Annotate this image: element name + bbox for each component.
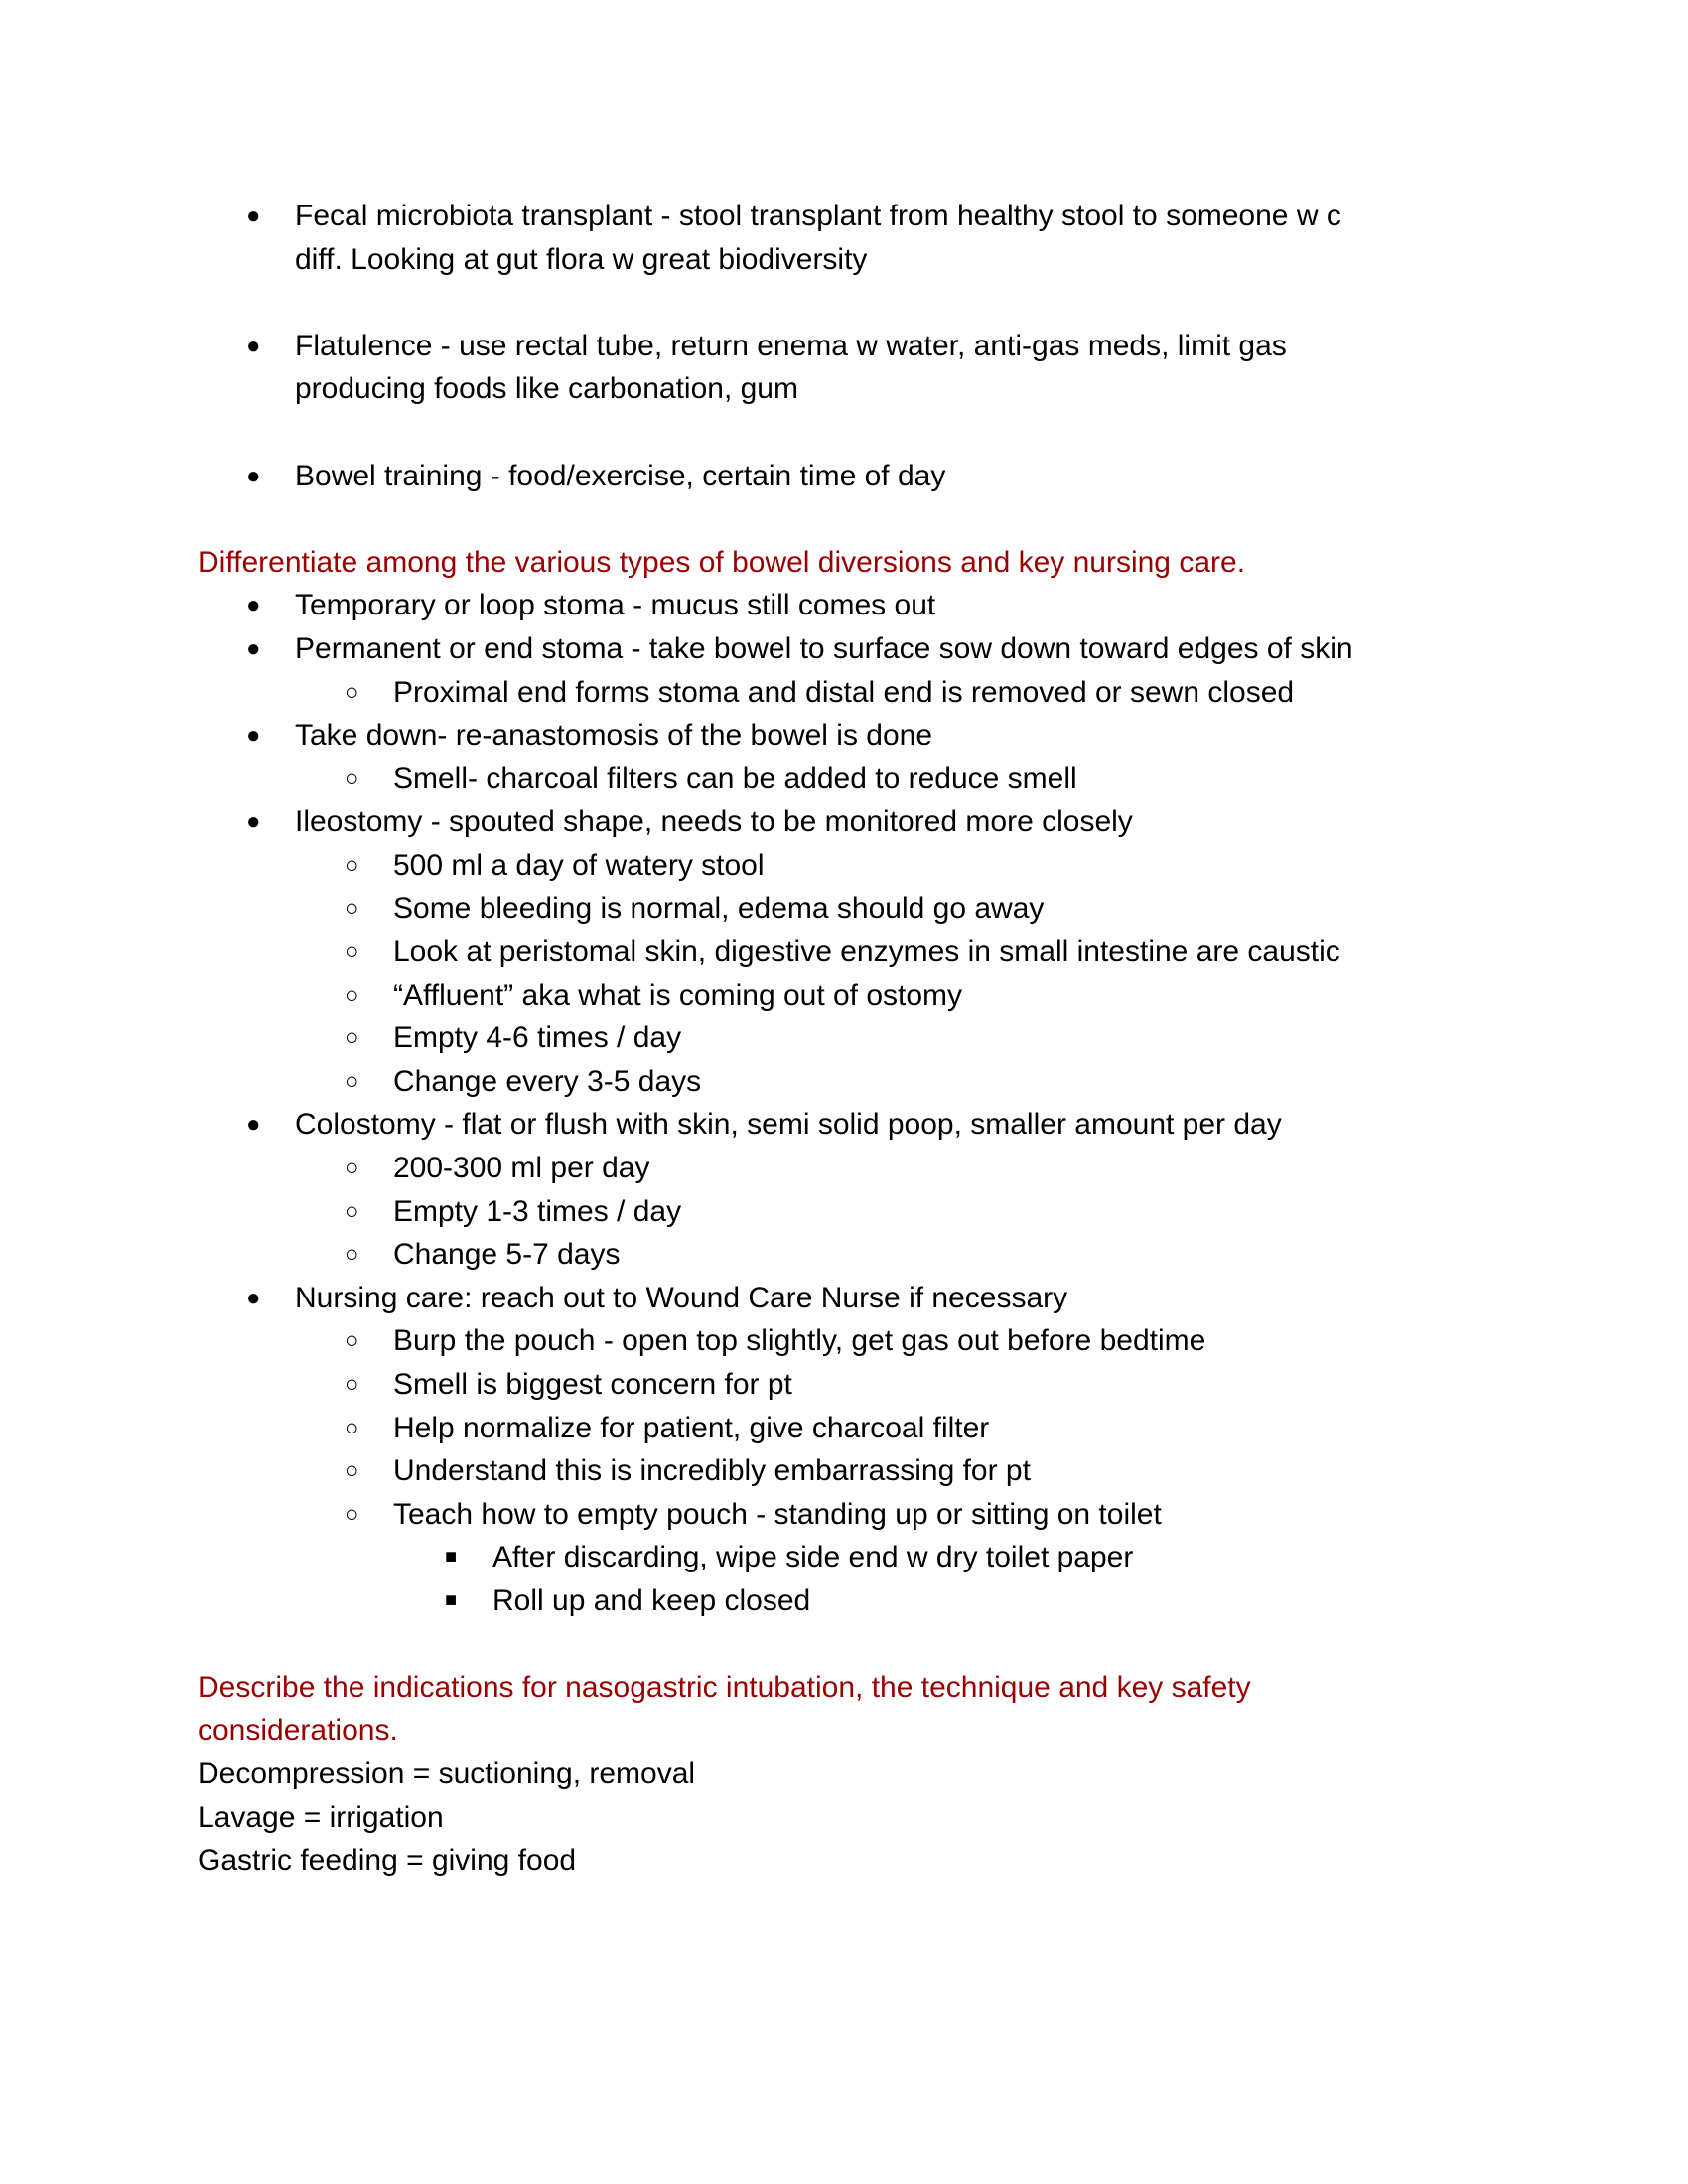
bullet-square-icon: ■ (445, 1589, 458, 1611)
line-text: producing foods like carbonation, gum (295, 372, 798, 406)
list-item (0, 455, 1688, 498)
line-text: Understand this is incredibly embarrassing for pt (393, 1454, 1031, 1488)
line-text: Look at peristomal skin, digestive enzymes in small intestine are caustic (393, 935, 1340, 969)
line-text: Proximal end forms stoma and distal end is removed or sewn closed (393, 675, 1295, 709)
bullet-circle-icon: ○ (345, 1414, 359, 1441)
line-text: Temporary or loop stoma - mucus still comes out (295, 589, 936, 622)
list-item (0, 1407, 1688, 1450)
section-heading (0, 541, 1688, 585)
bullet-circle-icon: ○ (345, 981, 359, 1009)
line-text: Help normalize for patient, give charcoal filter (393, 1411, 990, 1444)
blank-line (0, 411, 1688, 455)
bullet-circle-icon: ○ (345, 851, 359, 879)
line-text: Burp the pouch - open top slightly, get gas out before bedtime (393, 1324, 1206, 1358)
line-text: Roll up and keep closed (492, 1584, 811, 1617)
line-text: Nursing care: reach out to Wound Care Nurse if necessary (295, 1281, 1068, 1314)
list-item (0, 1493, 1688, 1537)
bullet-circle-icon: ○ (345, 1024, 359, 1052)
line-text: Empty 1-3 times / day (393, 1194, 682, 1228)
list-item (0, 671, 1688, 715)
blank-line (0, 1623, 1688, 1667)
list-item (0, 1103, 1688, 1147)
list-item (0, 1579, 1688, 1623)
list-item (0, 974, 1688, 1018)
bullet-disc-icon: ● (246, 1284, 261, 1311)
line-text: Flatulence - use rectal tube, return enema w water, anti-gas meds, limit gas (295, 329, 1287, 362)
list-item (0, 1233, 1688, 1277)
bullet-disc-icon: ● (246, 808, 261, 836)
text-line (0, 1752, 1688, 1796)
line-text: 200-300 ml per day (393, 1152, 650, 1185)
list-item (0, 1147, 1688, 1190)
list-item (0, 1319, 1688, 1363)
line-text: considerations. (198, 1713, 398, 1747)
line-text: After discarding, wipe side end w dry toilet paper (492, 1541, 1134, 1574)
text-line (0, 367, 1688, 411)
bullet-disc-icon: ● (246, 462, 261, 489)
section-heading (0, 1666, 1688, 1709)
line-text: Differentiate among the various types of bowel diversions and key nursing care. (198, 545, 1246, 579)
list-item (0, 844, 1688, 887)
line-text: Permanent or end stoma - take bowel to surface sow down toward edges of skin (295, 631, 1353, 665)
list-item (0, 714, 1688, 757)
line-text: Decompression = suctioning, removal (198, 1757, 696, 1791)
bullet-disc-icon: ● (246, 592, 261, 619)
list-item (0, 627, 1688, 671)
list-item (0, 757, 1688, 801)
document-page (0, 195, 1688, 1882)
line-text: Smell- charcoal filters can be added to reduce smell (393, 761, 1077, 795)
line-text: Empty 4-6 times / day (393, 1022, 682, 1055)
list-item (0, 1190, 1688, 1234)
line-text: 500 ml a day of watery stool (393, 848, 765, 882)
list-item (0, 887, 1688, 931)
line-text: Some bleeding is normal, edema should go away (393, 891, 1045, 925)
line-text: Change 5-7 days (393, 1238, 621, 1272)
line-text: Describe the indications for nasogastric intubation, the technique and key safety (198, 1671, 1251, 1705)
bullet-circle-icon: ○ (345, 894, 359, 922)
line-text: Ileostomy - spouted shape, needs to be monitored more closely (295, 805, 1133, 839)
list-item (0, 195, 1688, 238)
bullet-circle-icon: ○ (345, 1500, 359, 1528)
line-text: Teach how to empty pouch - standing up or sitting on toilet (393, 1497, 1162, 1531)
line-text: Take down- re-anastomosis of the bowel is done (295, 719, 933, 752)
bullet-circle-icon: ○ (345, 938, 359, 966)
bullet-disc-icon: ● (246, 203, 261, 229)
section-heading (0, 1709, 1688, 1753)
line-text: diff. Looking at gut flora w great biodiversity (295, 242, 868, 276)
bullet-disc-icon: ● (246, 722, 261, 750)
line-text: Change every 3-5 days (393, 1064, 702, 1098)
bullet-circle-icon: ○ (345, 1241, 359, 1269)
list-item (0, 1363, 1688, 1407)
text-line (0, 1796, 1688, 1840)
text-line (0, 1840, 1688, 1883)
blank-line (0, 497, 1688, 541)
line-text: Gastric feeding = giving food (198, 1843, 577, 1877)
bullet-disc-icon: ● (246, 634, 261, 662)
list-item (0, 1449, 1688, 1493)
line-text: Bowel training - food/exercise, certain time of day (295, 459, 946, 492)
bullet-circle-icon: ○ (345, 1327, 359, 1355)
blank-line (0, 281, 1688, 325)
list-item (0, 800, 1688, 844)
line-text: Colostomy - flat or flush with skin, semi solid poop, smaller amount per day (295, 1108, 1282, 1142)
bullet-circle-icon: ○ (345, 678, 359, 706)
list-item (0, 1277, 1688, 1320)
list-item (0, 584, 1688, 627)
bullet-square-icon: ■ (445, 1546, 458, 1569)
line-text: Smell is biggest concern for pt (393, 1368, 792, 1402)
bullet-circle-icon: ○ (345, 764, 359, 792)
bullet-circle-icon: ○ (345, 1197, 359, 1225)
line-text: Lavage = irrigation (198, 1800, 444, 1834)
line-text: “Affluent” aka what is coming out of ostomy (393, 978, 963, 1012)
list-item (0, 1017, 1688, 1060)
list-item (0, 1060, 1688, 1104)
list-item (0, 930, 1688, 974)
text-line (0, 238, 1688, 282)
bullet-circle-icon: ○ (345, 1371, 359, 1399)
bullet-disc-icon: ● (246, 332, 261, 359)
bullet-circle-icon: ○ (345, 1155, 359, 1182)
line-text: Fecal microbiota transplant - stool transplant from healthy stool to someone w c (295, 200, 1341, 232)
bullet-circle-icon: ○ (345, 1067, 359, 1095)
list-item (0, 325, 1688, 368)
list-item (0, 1536, 1688, 1579)
bullet-circle-icon: ○ (345, 1457, 359, 1485)
bullet-disc-icon: ● (246, 1111, 261, 1139)
